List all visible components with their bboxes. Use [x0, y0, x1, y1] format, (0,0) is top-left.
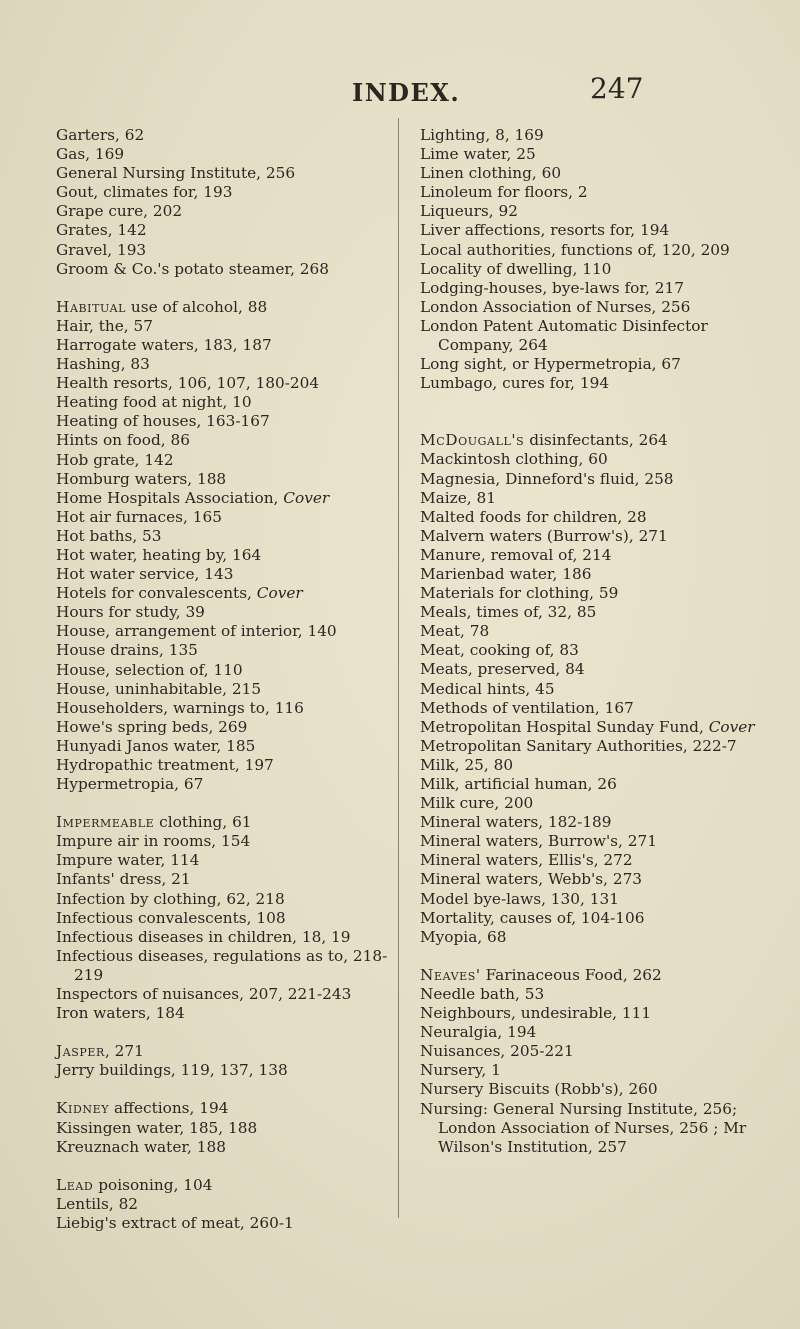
index-entry — [420, 1023, 765, 1042]
index-entry — [56, 661, 388, 680]
entry-text: Lime water, 25 — [420, 145, 536, 164]
index-entry — [420, 508, 765, 527]
entry-text: Hints on food, 86 — [56, 431, 190, 450]
entry-text: Infectious diseases in children, 18, 19 — [56, 927, 351, 946]
index-entry — [56, 183, 388, 202]
entry-text: Infection by clothing, 62, 218 — [56, 889, 285, 908]
entry-text: use of alcohol, 88 — [126, 297, 268, 316]
index-title: INDEX. — [352, 78, 461, 107]
index-entry — [420, 450, 765, 469]
index-entry — [56, 1195, 388, 1214]
index-entry — [420, 1080, 765, 1099]
entry-text: Mineral waters, Webb's, 273 — [420, 870, 643, 889]
entry-text: Mineral waters, Burrow's, 271 — [420, 832, 657, 851]
entry-text: Linen clothing, 60 — [420, 164, 562, 183]
index-entry — [420, 584, 765, 603]
entry-text: London Association of Nurses, 256 — [420, 297, 691, 316]
entry-text: Jerry buildings, 119, 137, 138 — [56, 1061, 288, 1080]
column-divider — [398, 118, 399, 1218]
index-entry — [420, 851, 765, 870]
entry-text: Lodging-houses, bye-laws for, 217 — [420, 278, 684, 297]
index-entry — [56, 355, 388, 374]
index-entry — [420, 622, 765, 641]
entry-text: Hunyadi Janos water, 185 — [56, 736, 256, 755]
entry-text: clothing, 61 — [154, 813, 252, 832]
entry-text: Meat, 78 — [420, 622, 490, 641]
page-header — [0, 72, 800, 112]
entry-text: House, arrangement of interior, 140 — [56, 622, 337, 641]
index-entry — [56, 374, 388, 393]
index-entry — [56, 1042, 388, 1061]
entry-text: Meat, cooking of, 83 — [420, 641, 579, 660]
entry-text: Methods of ventilation, 167 — [420, 698, 634, 717]
section-gap — [56, 1023, 388, 1042]
index-entry — [56, 317, 388, 336]
entry-text: Lumbago, cures for, 194 — [420, 374, 610, 393]
index-entry — [56, 737, 388, 756]
index-entry — [56, 470, 388, 489]
index-entry — [420, 813, 765, 832]
index-entry — [420, 565, 765, 584]
index-entry — [56, 680, 388, 699]
section-lead-word: McDougall's — [420, 431, 525, 450]
entry-text: Gravel, 193 — [56, 240, 147, 259]
entry-text: Neuralgia, 194 — [420, 1023, 537, 1042]
entry-text: Hot air furnaces, 165 — [56, 507, 222, 526]
entry-text: Home Hospitals Association, — [56, 488, 284, 507]
entry-text: Marienbad water, 186 — [420, 564, 592, 583]
entry-text: Groom & Co.'s potato steamer, 268 — [56, 259, 329, 278]
index-entry — [420, 470, 765, 489]
index-entry — [56, 508, 388, 527]
entry-text: Harrogate waters, 183, 187 — [56, 335, 272, 354]
index-entry — [56, 1176, 388, 1195]
index-entry — [56, 164, 388, 183]
index-entry — [56, 718, 388, 737]
section-gap — [56, 1157, 388, 1176]
index-entry — [420, 260, 765, 279]
index-entry — [420, 298, 765, 317]
index-entry — [56, 641, 388, 660]
entry-text: Malvern waters (Burrow's), 271 — [420, 526, 668, 545]
index-entry — [56, 451, 388, 470]
entry-text: Hours for study, 39 — [56, 603, 205, 622]
entry-text: Myopia, 68 — [420, 927, 507, 946]
entry-text: Metropolitan Hospital Sunday Fund, — [420, 717, 709, 736]
entry-text: Kreuznach water, 188 — [56, 1137, 226, 1156]
index-entry — [56, 1119, 388, 1138]
entry-text: Nursery, 1 — [420, 1061, 501, 1080]
index-entry — [56, 298, 388, 317]
entry-text: Hydropathic treatment, 197 — [56, 756, 274, 774]
index-entry — [420, 794, 765, 813]
section-lead-word: Lead — [56, 1175, 94, 1194]
entry-text: House, uninhabitable, 215 — [56, 679, 262, 698]
index-entry — [56, 813, 388, 832]
index-entry — [420, 1042, 765, 1061]
index-entry — [56, 241, 388, 260]
entry-text: Gout, climates for, 193 — [56, 183, 233, 202]
index-entry — [420, 489, 765, 508]
index-entry — [420, 164, 765, 183]
entry-text: Milk cure, 200 — [420, 794, 534, 813]
index-entry — [420, 221, 765, 240]
section-lead-word: Habitual — [56, 297, 127, 316]
index-entry — [420, 202, 765, 221]
index-entry — [420, 718, 765, 737]
entry-text: Milk, artificial human, 26 — [420, 775, 617, 793]
entry-text: Milk, 25, 80 — [420, 755, 514, 774]
index-entry — [56, 985, 388, 1004]
index-entry — [56, 546, 388, 565]
section-lead-word: Neaves' — [420, 965, 481, 984]
entry-text: Model bye-laws, 130, 131 — [420, 889, 619, 908]
entry-text: disinfectants, 264 — [524, 431, 668, 450]
index-entry — [420, 928, 765, 947]
entry-text: London Patent Automatic Disinfector Company, 264 — [420, 316, 708, 355]
index-entry — [56, 928, 388, 947]
index-entry — [56, 412, 388, 431]
entry-text: Hot water, heating by, 164 — [56, 545, 262, 564]
index-entry — [420, 183, 765, 202]
index-entry — [56, 1214, 388, 1233]
entry-text: Mineral waters, Ellis's, 272 — [420, 851, 633, 870]
index-entry — [56, 775, 388, 794]
entry-text: Inspectors of nuisances, 207, 221-243 — [56, 985, 352, 1004]
entry-text: Infectious diseases, regulations as to, 218-219 — [56, 946, 388, 984]
index-entry — [56, 431, 388, 450]
section-gap — [420, 947, 765, 966]
entry-text: Local authorities, functions of, 120, 209 — [420, 240, 730, 259]
entry-text: Impure water, 114 — [56, 851, 200, 870]
entry-text: Farinaceous Food, 262 — [480, 965, 662, 984]
index-entry — [420, 126, 765, 145]
section-lead-word: Jasper — [56, 1042, 105, 1061]
entry-text: Garters, 62 — [56, 126, 145, 144]
entry-text: Locality of dwelling, 110 — [420, 259, 612, 278]
index-entry — [56, 1138, 388, 1157]
entry-text: Lentils, 82 — [56, 1194, 139, 1213]
index-entry — [56, 527, 388, 546]
index-entry — [56, 870, 388, 889]
entry-text: Medical hints, 45 — [420, 679, 555, 698]
entry-text: Liebig's extract of meat, 260-1 — [56, 1213, 294, 1232]
entry-text: Hypermetropia, 67 — [56, 775, 204, 794]
entry-text: Nuisances, 205-221 — [420, 1042, 574, 1061]
section-gap — [56, 794, 388, 813]
index-entry — [56, 851, 388, 870]
entry-text: Heating of houses, 163-167 — [56, 412, 270, 431]
entry-text: Manure, removal of, 214 — [420, 545, 612, 564]
index-entry — [420, 1004, 765, 1023]
index-entry — [56, 622, 388, 641]
entry-text: Kissingen water, 185, 188 — [56, 1118, 258, 1137]
index-entry — [56, 565, 388, 584]
entry-text: Needle bath, 53 — [420, 984, 545, 1003]
index-entry — [420, 641, 765, 660]
entry-text: Linoleum for floors, 2 — [420, 183, 588, 202]
entry-text: Impure air in rooms, 154 — [56, 832, 251, 851]
section-gap — [420, 393, 765, 412]
index-entry — [56, 1004, 388, 1023]
entry-text: Hot water service, 143 — [56, 565, 234, 584]
entry-text: Howe's spring beds, 269 — [56, 717, 248, 736]
entry-text: Long sight, or Hypermetropia, 67 — [420, 355, 681, 374]
index-entry — [420, 1061, 765, 1080]
entry-text: Hair, the, 57 — [56, 316, 153, 335]
index-entry — [56, 221, 388, 240]
index-entry — [420, 355, 765, 374]
right-column — [420, 126, 765, 1157]
entry-text: Liqueurs, 92 — [420, 202, 518, 221]
entry-text: Hot baths, 53 — [56, 526, 162, 545]
index-entry — [56, 947, 388, 985]
index-entry — [420, 909, 765, 928]
index-entry — [420, 660, 765, 679]
index-entry — [56, 603, 388, 622]
entry-text: Health resorts, 106, 107, 180-204 — [56, 374, 320, 393]
entry-text: House drains, 135 — [56, 641, 198, 660]
entry-italic-ref: Cover — [708, 717, 755, 736]
entry-text: Infectious convalescents, 108 — [56, 908, 286, 927]
entry-text: Hob grate, 142 — [56, 450, 174, 469]
entry-text: Nursery Biscuits (Robb's), 260 — [420, 1080, 658, 1099]
index-entry — [420, 737, 765, 756]
index-entry — [56, 126, 388, 145]
section-gap — [56, 1080, 388, 1099]
index-entry — [420, 756, 765, 775]
index-entry — [56, 145, 388, 164]
entry-text: House, selection of, 110 — [56, 660, 243, 679]
index-entry — [56, 909, 388, 928]
entry-text: Mineral waters, 182-189 — [420, 813, 612, 832]
index-entry — [420, 546, 765, 565]
index-entry — [420, 145, 765, 164]
index-entry — [420, 374, 765, 393]
index-entry — [420, 241, 765, 260]
entry-text: Homburg waters, 188 — [56, 469, 227, 488]
entry-italic-ref: Cover — [283, 488, 330, 507]
index-entry — [56, 584, 388, 603]
index-entry — [56, 756, 388, 775]
entry-text: affections, 194 — [109, 1099, 229, 1118]
index-entry — [420, 699, 765, 718]
entry-text: Householders, warnings to, 116 — [56, 698, 304, 717]
entry-text: Nursing: General Nursing Institute, 256; London Association of Nurses, 256 ; Mr Wilson's Institution, 257 — [420, 1099, 747, 1156]
index-entry — [56, 699, 388, 718]
section-lead-word: Impermeable — [56, 813, 155, 832]
entry-text: Magnesia, Dinneford's fluid, 258 — [420, 469, 674, 488]
section-lead-word: Kidney — [56, 1099, 110, 1118]
index-entry — [420, 985, 765, 1004]
index-entry — [420, 966, 765, 985]
index-entry — [56, 260, 388, 279]
index-entry — [420, 279, 765, 298]
entry-text: , 271 — [104, 1042, 144, 1061]
entry-text: General Nursing Institute, 256 — [56, 164, 296, 183]
entry-text: Heating food at night, 10 — [56, 393, 252, 412]
index-entry — [56, 890, 388, 909]
index-entry — [56, 336, 388, 355]
index-entry — [420, 775, 765, 794]
entry-text: Maize, 81 — [420, 488, 496, 507]
entry-text: Liver affections, resorts for, 194 — [420, 221, 670, 240]
section-gap — [56, 279, 388, 298]
entry-text: Malted foods for children, 28 — [420, 507, 647, 526]
entry-text: Hashing, 83 — [56, 355, 150, 374]
entry-text: Gas, 169 — [56, 145, 125, 164]
index-entry — [420, 832, 765, 851]
index-entry — [420, 870, 765, 889]
section-gap — [420, 412, 765, 431]
left-column — [56, 126, 388, 1233]
index-entry — [420, 431, 765, 450]
index-entry — [56, 202, 388, 221]
entry-text: Infants' dress, 21 — [56, 870, 191, 889]
index-entry — [56, 1061, 388, 1080]
index-entry — [56, 832, 388, 851]
entry-text: Meals, times of, 32, 85 — [420, 603, 597, 622]
entry-italic-ref: Cover — [256, 584, 303, 603]
entry-text: Mackintosh clothing, 60 — [420, 450, 608, 469]
entry-text: Iron waters, 184 — [56, 1004, 185, 1023]
entry-text: Materials for clothing, 59 — [420, 584, 619, 603]
index-entry — [56, 489, 388, 508]
index-entry — [420, 317, 765, 355]
index-entry — [420, 603, 765, 622]
index-entry — [420, 680, 765, 699]
entry-text: Grates, 142 — [56, 221, 147, 240]
index-entry — [56, 393, 388, 412]
entry-text: Hotels for convalescents, — [56, 584, 257, 603]
page-number: 247 — [590, 72, 644, 105]
index-entry — [420, 527, 765, 546]
entry-text: poisoning, 104 — [93, 1175, 213, 1194]
entry-text: Meats, preserved, 84 — [420, 660, 585, 679]
entry-text: Lighting, 8, 169 — [420, 126, 544, 144]
index-entry — [420, 1100, 765, 1157]
entry-text: Grape cure, 202 — [56, 202, 183, 221]
index-entry — [420, 890, 765, 909]
entry-text: Mortality, causes of, 104-106 — [420, 908, 645, 927]
index-entry — [56, 1099, 388, 1118]
entry-text: Neighbours, undesirable, 111 — [420, 1004, 652, 1023]
entry-text: Metropolitan Sanitary Authorities, 222-7 — [420, 736, 737, 755]
